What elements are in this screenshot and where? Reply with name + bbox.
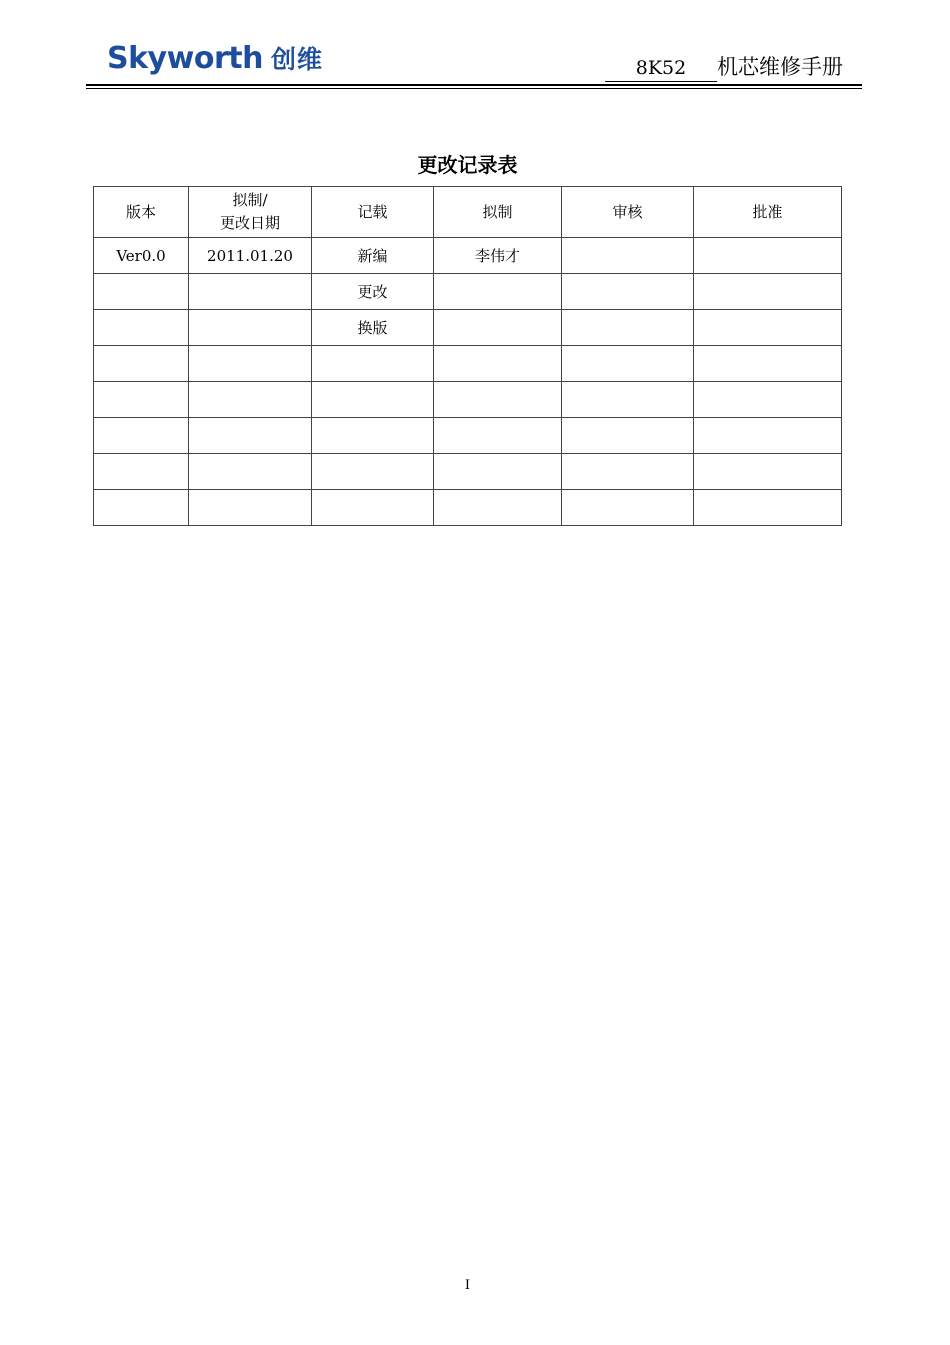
cell-approver bbox=[694, 274, 842, 310]
cell-reviewer bbox=[562, 310, 694, 346]
cell-reviewer bbox=[562, 454, 694, 490]
cell-version bbox=[94, 490, 189, 526]
cell-version bbox=[94, 346, 189, 382]
table-row bbox=[94, 454, 842, 490]
cell-record: 换版 bbox=[312, 310, 434, 346]
cell-date bbox=[189, 274, 312, 310]
cell-drafter: 李伟才 bbox=[434, 238, 562, 274]
header-draft-date bbox=[189, 187, 312, 238]
cell-drafter bbox=[434, 346, 562, 382]
cell-version bbox=[94, 382, 189, 418]
header-approver: 批准 bbox=[694, 187, 842, 238]
header-version: 版本 bbox=[94, 187, 189, 238]
header-date-label: 更改日期 bbox=[219, 214, 280, 232]
table-row bbox=[94, 310, 842, 346]
cell-record bbox=[312, 346, 434, 382]
cell-date bbox=[189, 418, 312, 454]
cell-reviewer bbox=[562, 382, 694, 418]
table-row bbox=[94, 346, 842, 382]
logo-text-cn: 创维 bbox=[270, 45, 323, 74]
cell-drafter bbox=[434, 274, 562, 310]
header-draft-label: 拟制/ bbox=[232, 191, 268, 209]
cell-version bbox=[94, 454, 189, 490]
cell-record: 更改 bbox=[312, 274, 434, 310]
cell-version: Ver0.0 bbox=[94, 238, 189, 274]
cell-date bbox=[189, 490, 312, 526]
cell-drafter bbox=[434, 418, 562, 454]
cell-version bbox=[94, 310, 189, 346]
table-header-row bbox=[94, 187, 842, 238]
cell-approver bbox=[694, 418, 842, 454]
table-row bbox=[94, 238, 842, 274]
page-title: 更改记录表 bbox=[417, 153, 518, 177]
cell-version bbox=[94, 418, 189, 454]
model-number: 8K52 bbox=[605, 55, 717, 82]
header-rule-thick bbox=[86, 84, 862, 86]
header-rule-thin bbox=[86, 88, 862, 89]
cell-approver bbox=[694, 382, 842, 418]
table-row bbox=[94, 382, 842, 418]
cell-drafter bbox=[434, 490, 562, 526]
cell-approver bbox=[694, 346, 842, 382]
page-number: I bbox=[464, 1278, 471, 1293]
cell-reviewer bbox=[562, 490, 694, 526]
cell-reviewer bbox=[562, 346, 694, 382]
cell-date bbox=[189, 454, 312, 490]
cell-reviewer bbox=[562, 274, 694, 310]
manual-title: 机芯维修手册 bbox=[717, 55, 843, 79]
skyworth-logo bbox=[107, 40, 323, 76]
cell-version bbox=[94, 274, 189, 310]
table-row bbox=[94, 274, 842, 310]
running-header bbox=[605, 54, 843, 82]
cell-drafter bbox=[434, 382, 562, 418]
cell-date bbox=[189, 310, 312, 346]
cell-date bbox=[189, 382, 312, 418]
cell-approver bbox=[694, 238, 842, 274]
header-drafter: 拟制 bbox=[434, 187, 562, 238]
cell-record bbox=[312, 490, 434, 526]
cell-reviewer bbox=[562, 238, 694, 274]
cell-drafter bbox=[434, 454, 562, 490]
cell-record: 新编 bbox=[312, 238, 434, 274]
header-record: 记载 bbox=[312, 187, 434, 238]
cell-record bbox=[312, 418, 434, 454]
cell-approver bbox=[694, 454, 842, 490]
cell-record bbox=[312, 382, 434, 418]
header-reviewer: 审核 bbox=[562, 187, 694, 238]
cell-date bbox=[189, 346, 312, 382]
table-row bbox=[94, 418, 842, 454]
cell-approver bbox=[694, 490, 842, 526]
cell-reviewer bbox=[562, 418, 694, 454]
cell-drafter bbox=[434, 310, 562, 346]
logo-text-en: Skyworth bbox=[107, 40, 263, 76]
cell-date: 2011.01.20 bbox=[189, 238, 312, 274]
change-record-table bbox=[93, 186, 842, 526]
table-row bbox=[94, 490, 842, 526]
cell-approver bbox=[694, 310, 842, 346]
cell-record bbox=[312, 454, 434, 490]
